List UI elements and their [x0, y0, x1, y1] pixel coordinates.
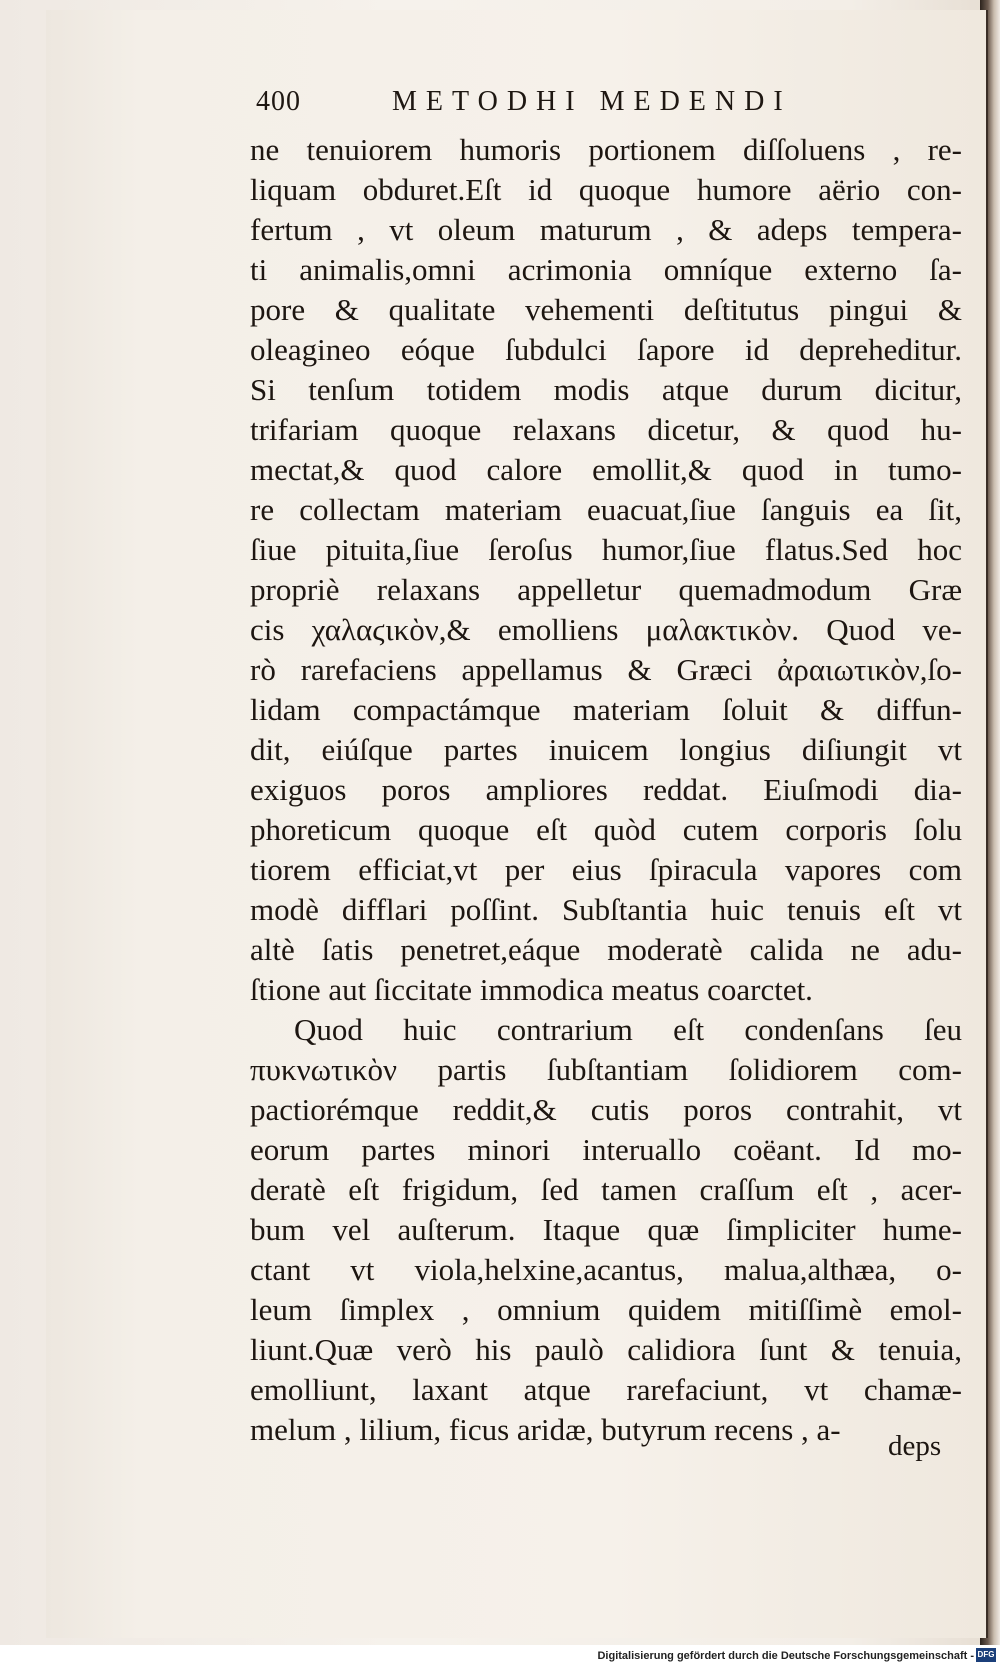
text-line: cis χαλαϛικὸν,& emolliens μαλακτικὸν. Quod ve-	[250, 612, 962, 647]
text-line: Quod huic contrarium eſt condenſans ſeu	[294, 1012, 962, 1047]
digitization-credit: Digitalisierung gefördert durch die Deutsche Forschungsgemeinschaft -	[597, 1650, 974, 1662]
page-number: 400	[256, 86, 301, 117]
text-line: rò rarefaciens appellamus & Græci ἀραιωτικὸν,ſo-	[250, 652, 962, 687]
text-line: dit, eiúſque partes inuicem longius diſiungit vt	[250, 732, 962, 767]
text-line: pore & qualitate vehementi deſtitutus pingui &	[250, 292, 962, 327]
text-line: ne tenuiorem humoris portionem diſſoluens , re-	[250, 132, 962, 167]
text-line: ſtione aut ſiccitate immodica meatus coarctet.	[250, 972, 813, 1007]
text-line: re collectam materiam euacuat,ſiue ſanguis ea ſit,	[250, 492, 962, 527]
text-line: oleagineo eóque ſubdulci ſapore id depreheditur.	[250, 332, 962, 367]
text-line: leum ſimplex , omnium quidem mitiſſimè emol-	[250, 1292, 962, 1327]
text-line: Si tenſum totidem modis atque durum dicitur,	[250, 372, 962, 407]
text-line: πυκνωτικὸν partis ſubſtantiam ſolidiorem com-	[250, 1052, 962, 1087]
body-text	[250, 130, 962, 1450]
running-head	[256, 86, 976, 122]
text-line: liquam obduret.Eſt id quoque humore aërio con-	[250, 172, 962, 207]
text-line: exiguos poros ampliores reddat. Eiuſmodi dia-	[250, 772, 962, 807]
dfg-logo: DFG	[976, 1648, 996, 1662]
text-line: lidam compactámque materiam ſoluit & diffun-	[250, 692, 962, 727]
text-line: liunt.Quæ verò his paulò calidiora ſunt & tenuia,	[250, 1332, 962, 1367]
text-line: fertum , vt oleum maturum , & adeps tempera-	[250, 212, 962, 247]
text-line: trifariam quoque relaxans dicetur, & quod hu-	[250, 412, 962, 447]
text-line: bum vel auſterum. Itaque quæ ſimpliciter hume-	[250, 1212, 962, 1247]
text-line: deratè eſt frigidum, ſed tamen craſſum eſt , acer-	[250, 1172, 962, 1207]
text-line: phoreticum quoque eſt quòd cutem corporis ſolu	[250, 812, 962, 847]
text-line: eorum partes minori interuallo coëant. Id mo-	[250, 1132, 962, 1167]
catchword: deps	[888, 1430, 942, 1462]
text-line: mectat,& quod calore emollit,& quod in tumo-	[250, 452, 962, 487]
text-line: melum , lilium, ficus aridæ, butyrum recens , a-	[250, 1412, 841, 1447]
text-line: tiorem efficiat,vt per eius ſpiracula vapores com	[250, 852, 962, 887]
text-line: propriè relaxans appelletur quemadmodum Græ	[250, 572, 962, 607]
running-title: METODHI MEDENDI	[392, 86, 792, 117]
text-line: modè difflari poſſint. Subſtantia huic tenuis eſt vt	[250, 892, 962, 927]
text-line: ctant vt viola,helxine,acantus, malua,althæa, o-	[250, 1252, 962, 1287]
text-line: ti animalis,omni acrimonia omníque externo ſa-	[250, 252, 962, 287]
text-line: altè ſatis penetret,eáque moderatè calida ne adu-	[250, 932, 962, 967]
text-line: emolliunt, laxant atque rarefaciunt, vt chamæ-	[250, 1372, 962, 1407]
text-line: pactiorémque reddit,& cutis poros contrahit, vt	[250, 1092, 962, 1127]
text-line: ſiue pituita,ſiue ſeroſus humor,ſiue flatus.Sed hoc	[250, 532, 962, 567]
